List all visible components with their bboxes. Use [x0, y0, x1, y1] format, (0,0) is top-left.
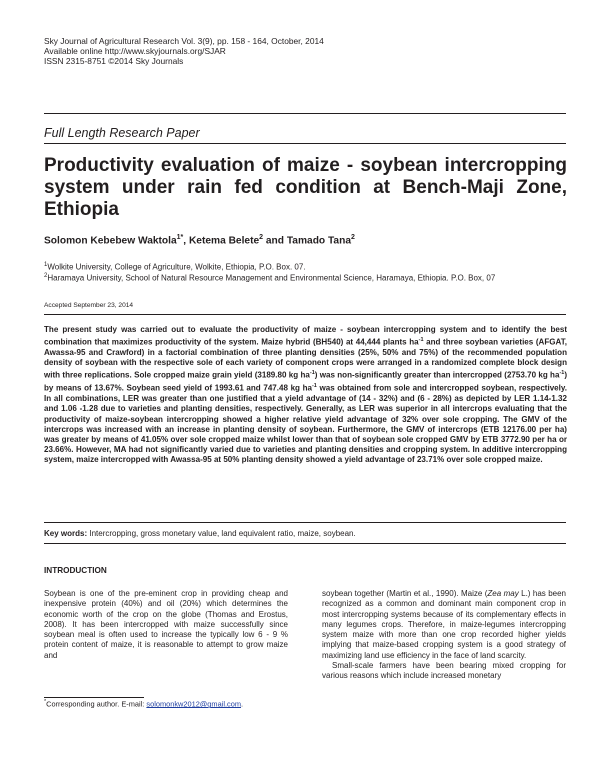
unit-superscript: -1: [418, 337, 424, 344]
corresponding-author-footnote: [44, 699, 243, 708]
author-affiliation-mark: 2: [351, 234, 355, 241]
affiliation-mark: 1: [44, 262, 48, 268]
body-column-right: [322, 589, 566, 682]
header-divider: [44, 113, 566, 114]
journal-citation: Sky Journal of Agricultural Research Vol. 3(9), pp. 158 - 164, October, 2014: [44, 36, 324, 46]
abstract-text: ) by means of 13.67%. Soybean seed yield of 1993.61 and 747.48 kg ha: [44, 371, 568, 394]
footnote-text: .: [240, 699, 244, 709]
footnote-text: Corresponding author. E-mail:: [46, 699, 147, 709]
email-link[interactable]: solomonkw2012@gmail.com: [146, 699, 241, 709]
paragraph-text: Small-scale farmers have been bearing mixed cropping for various reasons which include increased monetary: [322, 661, 566, 681]
author-name: , Ketema Belete: [183, 235, 260, 247]
journal-issn: ISSN 2315-8751 ©2014 Sky Journals: [44, 56, 184, 66]
unit-superscript: -1: [309, 370, 315, 377]
abstract-text: The present study was carried out to evaluate the productivity of maize - soybean intercropping system and to identify the best combination that maximizes productivity of the system. Maize hybrid (BH540) at 44,444 plants ha: [44, 325, 567, 347]
category-divider: [44, 143, 566, 144]
accepted-date: Accepted September 23, 2014: [44, 302, 134, 309]
unit-superscript: -1: [311, 383, 317, 390]
paragraph-text: Soybean is one of the pre-eminent crop in providing cheap and inexpensive protein (40%) and oil (20%) which determines the economic worth of the crop on the globe (Thomas and Erostus, 2008). It has been intercropped with maize successfully since soybean meal is often used to increase the typically low 6 - 9 % protein content of maize, it is reasonable to attempt to grow maize and: [44, 589, 288, 660]
affiliation-2: [44, 271, 566, 284]
author-affiliation-mark: 2: [259, 234, 264, 241]
author-name: and Tamado Tana: [263, 235, 351, 247]
article-category: Full Length Research Paper: [44, 126, 200, 140]
author-list: [44, 234, 355, 246]
abstract-text: ) was non-significantly greater than intercropped (2753.70 kg ha: [314, 371, 560, 381]
footnote-mark: *: [44, 699, 47, 705]
keywords-label: Key words:: [44, 529, 88, 538]
author-affiliation-mark: 1*: [176, 234, 184, 241]
affiliation-text: Wolkite University, College of Agriculture, Wolkite, Ethiopia, P.O. Box. 07.: [47, 262, 306, 272]
paragraph-text: L.) has been recognized as a common and dominant main component crop in most intercropping systems because of its complementary effects in many legumes crops. Therefore, in maize-legumes intercropping system maize with more than one crop recorded higher yields implying that maize-based cropping system is a good strategy of maximizing land use efficiency in the face of land scarcity.: [322, 589, 566, 660]
abstract-divider: [44, 522, 566, 523]
species-name: Zea may: [487, 589, 519, 598]
footnote-divider: [44, 697, 144, 698]
affiliation-text: Haramaya University, School of Natural Resource Management and Environmental Science, Haramaya, Ethiopia. P.O. Box, 07: [47, 273, 496, 283]
paper-title: Productivity evaluation of maize - soybean intercropping system under rain fed condition at Bench-Maji Zone, Ethiopia: [44, 155, 567, 220]
abstract-text: and three soybean varieties (AFGAT, Awassa-95 and Crawford) in a factorial combination of three planting densities (25%, 50% and 75%) of the recommended population density of soybean with the respective sole of each variety of component crops were arranged in a randomized complete block design with three replications. Sole cropped maize grain yield (3189.80 kg ha: [44, 337, 567, 381]
abstract-text: was obtained from sole and intercropped soybean, respectively. In all combinations, LER was greater than one justified that a yield advantage of (14 - 32%) and (6 - 28%) as depicted by LER 1.14-1.32 and 1.06 -1.28 due to varieties and planting densities, respectively. Generally, as LER was superior in all intercrops evaluating that the productivity of maize-soybean intercropping showed a higher relative yield advantage of 32% over sole cropping. The GMV of the intercrops was increased with an increase in planting density of soybean. Furthermore, the GMV of intercrops (ETB 12176.00 per ha) was greater by means of 41.05% over sole cropped maize whilst lower than that of soybean sole cropped GMV by ETB 3772.90 per ha or 23.66%. However, MA had not significantly varied due to varieties and planting densities and cropping system. In additive intercropping system, maize intercropped with Awassa-95 at 50% planting density showed a yield advantage of 23.71% over sole cropped maize.: [44, 384, 568, 465]
keywords-text: Intercropping, gross monetary value, land equivalent ratio, maize, soybean.: [87, 529, 356, 538]
accepted-divider: [44, 314, 566, 315]
journal-url: Available online http://www.skyjournals.org/SJAR: [44, 46, 226, 56]
keywords-divider: [44, 543, 566, 544]
affiliation-mark: 2: [44, 273, 48, 279]
author-name: Solomon Kebebew Waktola: [44, 235, 177, 247]
body-column-left: [44, 589, 288, 661]
paragraph-text: soybean together (Martin et al., 1990). Maize (: [322, 589, 488, 598]
section-heading: INTRODUCTION: [44, 566, 107, 575]
unit-superscript: -1: [559, 370, 565, 377]
abstract: [44, 325, 567, 466]
keywords: [44, 529, 356, 538]
